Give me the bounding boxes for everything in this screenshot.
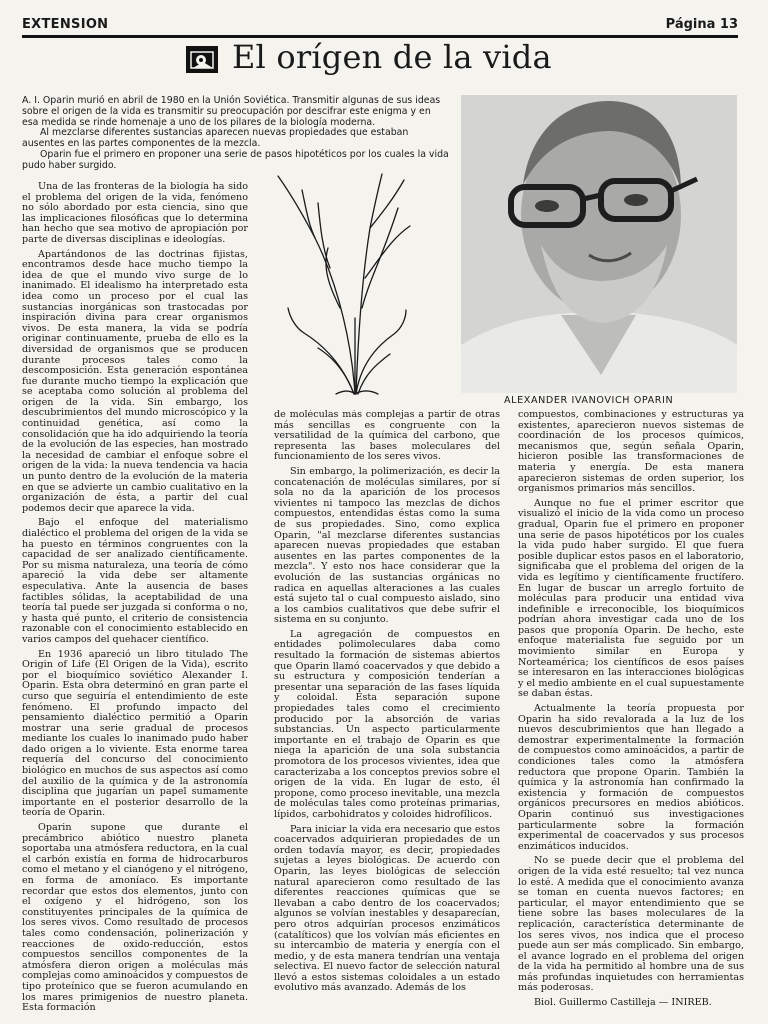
- body-paragraph: Apartándonos de las doctrinas fijistas, encontramos desde hace mucho tiempo la idea de que el mundo vivo surge de lo inanimado. El idealismo ha interpretado esta idea como un proceso por el cual las sustancias inorgánicas son trastocadas por inspiración divina para crear organismos vivos. De esta manera, la vida se podría originar continuamente, prueba de ello es la diversidad de organismos que se producen durante procesos tales como la descomposición. Esta generación espontánea fue durante mucho tiempo la explicación que se aceptaba como solución al problema del origen de la vida. Sin embargo, los descubrimientos del mundo microscópico y la continuidad genética, así como la consolidación que ha ido adquiriendo la teoría de la evolución de las especies, han mostrado la necesidad de cambiar el enfoque sobre el origen de la vida: la nueva tendencia va hacia un punto dentro de la evolución de la materia en que se advierte un cambio cualitativo en la organización de ésta, a partir del cual podemos decir que aparece la vida.: [22, 248, 248, 514]
- body-paragraph: Bajo el enfoque del materialismo dialéctico el problema del origen de la vida se ha puesto en términos congruentes con la capacidad de ser analizado científicamente. Por su misma naturaleza, una teoría de cómo apareció la vida debe ser altamente especulativa. Ante la ausencia de bases factibles sólidas, la aceptabilidad de una teoría tal puede ser juzgada si conforma o no, y hasta qué punto, el criterio de consistencia razonable con el conocimiento establecido en varios campos del quehacer científico.: [22, 517, 248, 645]
- article-column-1: [22, 182, 248, 1016]
- section-logo-icon: [186, 46, 218, 73]
- intro-summary: [22, 96, 450, 172]
- intro-paragraph: Oparin fue el primero en proponer una serie de pasos hipotéticos por los cuales la vida pudo haber surgido.: [22, 148, 449, 171]
- body-paragraph: Aunque no fue el primer escritor que visualizó el inicio de la vida como un proceso gradual, Oparin fue el primero en proponer una serie de pasos hipotéticos por los cuales la vida pudo haber surgido. El que fuera posible duplicar estos pasos en el laboratorio, significaba que el problema del origen de la vida es legítimo y científicamente fructífero. En lugar de buscar un arreglo fortuito de moléculas para producir una entidad viva indefinible e irreconocible, los bioquímicos podrían ahora investigar cada uno de los pasos que proponía Oparin. De hecho, este enfoque materialista fue seguido por un movimiento similar en Europa y Norteamérica; los científicos de esos países se interesaron en las interacciones biológicas y el medio ambiente en el cual supuestamente se daban éstas.: [518, 497, 744, 700]
- page-number: Página 13: [665, 17, 738, 32]
- photo-caption: ALEXANDER IVANOVICH OPARIN: [504, 395, 674, 406]
- body-paragraph: Una de las fronteras de la biología ha sido el problema del origen de la vida, fenómeno no sólo abordado por esta ciencia, sino que las implicaciones filosóficas que lo determina han hecho que sea motivo de apropiación por parte de diversas disciplinas e ideologías.: [22, 182, 248, 245]
- intro-paragraph: Al mezclarse diferentes sustancias aparecen nuevas propiedades que estaban ausentes en las partes componentes de la mezcla.: [22, 127, 409, 150]
- author-signature: Biol. Guillermo Castilleja — INIREB.: [534, 997, 712, 1009]
- article-column-3: [518, 410, 744, 1016]
- article-column-2: [274, 410, 500, 1016]
- body-paragraph: Para iniciar la vida era necesario que estos coacervados adquirieran propiedades de un orden todavía mayor, es decir, propiedades sujetas a leyes biológicas. De acuerdo con Oparin, las leyes biológicas de selección natural aparecieron como resultado de las diferentes reacciones químicas que se llevaban a cabo dentro de los coacervados; algunos se volvían inestables y desaparecían, pero otros adquirían procesos enzimáticos (catalíticos) que los volvían más eficientes en su intercambio de materia y energía con el medio, y de esta manera tendrían una ventaja selectiva. El nuevo factor de selección natural llevó a estos sistemas coloidales a un estado evolutivo más avanzado. Además de los: [274, 823, 500, 994]
- intro-paragraph: A. I. Oparin murió en abril de 1980 en la Unión Soviética. Transmitir algunas de sus ideas sobre el origen de la vida es transmitir su preocupación por descifrar este enigma y en esa medida se rinde homenaje a uno de los pilares de la biología moderna.: [22, 95, 441, 128]
- body-paragraph: Sin embargo, la polimerización, es decir la concatenación de moléculas similares, por sí sola no da la aparición de los procesos vivientes ni tampoco las mezclas de dichos compuestos, entendidas éstas como la suma de sus propiedades. Sino, como explica Oparin, "al mezclarse diferentes sustancias aparecen nuevas propiedades que estaban ausentes en las partes componentes de la mezcla". Y esto nos hace considerar que la evolución de las sustancias orgánicas no radica en aquellas alteraciones a las cuales está sujeto tal o cual compuesto aislado, sino a los cambios cualitativos que debe sufrir el sistema en su conjunto.: [274, 465, 500, 626]
- title-bar: [186, 40, 606, 80]
- body-paragraph: Oparin supone que durante el precámbrico abiótico nuestro planeta soportaba una atmósfera reductora, en la cual el carbón existía en forma de hidrocarburos como el metano y el cianógeno y el nitrógeno, en forma de amoníaco. Es importante recordar que estos dos elementos, junto con el oxígeno y el hidrógeno, son los constituyentes principales de la química de los seres vivos. Como resultado de procesos tales como condensación, polinerización y reacciones de oxido-reducción, estos compuestos sencillos componentes de la atmósfera dieron origen a moléculas más complejas como aminoácidos y compuestos de tipo proteínico que se fueron acumulando en los mares primigenios de nuestro planeta. Esta formación: [22, 822, 248, 1014]
- body-paragraph: Actualmente la teoría propuesta por Oparin ha sido revalorada a la luz de los nuevos descubrimientos que han llegado a demostrar experimentalmente la formación de compuestos como aminoácidos, a partir de condiciones tales como la atmósfera reductora que propone Oparin. También la química y la astronomía han confirmado la existencia y formación de compuestos orgánicos precursores en medios abióticos. Oparin continuó sus investigaciones particularmente sobre la formación experimental de coacervados y sus procesos enzimáticos inducidos.: [518, 703, 744, 852]
- body-paragraph: No se puede decir que el problema del origen de la vida esté resuelto; tal vez nunca lo esté. A medida que el conocimiento avanza se toman en cuenta nuevos factores; en particular, el mayor entendimiento que se tiene sobre las bases moleculares de la replicación, característica determinante de los seres vivos, nos indica que el proceso puede aun ser más complicado. Sin embargo, el avance logrado en el problema del origen de la vida ha permitido al hombre una de sus más profundas inquietudes con herramientas más poderosas.: [518, 855, 744, 994]
- plant-illustration: [270, 168, 420, 400]
- page-header: [22, 17, 738, 38]
- body-paragraph: La agregación de compuestos en entidades polimoleculares daba como resultado la formación de sistemas abiertos que Oparin llamó coacervados y que debido a su estructura y composición tenderían a presentar una separación de las fases líquida y coloidal. Esta separación supone propiedades tales como el crecimiento producido por la absorción de varias substancias. Un aspecto particularmente importante en el trabajo de Oparin es que niega la aparición de una sola substancia promotora de los procesos vivientes, idea que caracterizaba a los conceptos previos sobre el origen de la vida. En lugar de esto, él propone, como proceso inevitable, una mezcla de moléculas tales como proteínas primarias, lípidos, carbohidratos y coloides hidrofílicos.: [274, 628, 500, 820]
- portrait-photo: [461, 95, 737, 393]
- body-paragraph: de moléculas más complejas a partir de otras más sencillas es congruente con la versatilidad de la química del carbono, que representa las bases moleculares del funcionamiento de los seres vivos.: [274, 410, 500, 463]
- body-paragraph: En 1936 apareció un libro titulado The Origin of Life (El Origen de la Vida), escrito por el bioquímico soviético Alexander I. Oparin. Esta obra determinó en gran parte el curso que seguiría el entendimiento de este fenómeno. El profundo impacto del pensamiento dialéctico permitió a Oparin mostrar una serie gradual de procesos mediante los cuales lo inanimado pudo haber dado origen a lo viviente. Esta enorme tarea requería del concurso del conocimiento biológico en muchos de sus aspectos así como del auxilio de la química y de la astronomía disciplina que jugarían un papel sumamente importante en el posterior desarrollo de la teoría de Oparin.: [22, 648, 248, 819]
- section-label: EXTENSION: [22, 17, 109, 32]
- body-paragraph: compuestos, combinaciones y estructuras ya existentes, aparecieron nuevos sistemas de coordinación de los procesos químicos, mecanismos que, según señala Oparin, hicieron posible las transformaciones de materia y energía. De esta manera aparecieron sistemas de orden superior, los organismos primarios más sencillos.: [518, 410, 744, 495]
- article-title: El orígen de la vida: [232, 38, 552, 76]
